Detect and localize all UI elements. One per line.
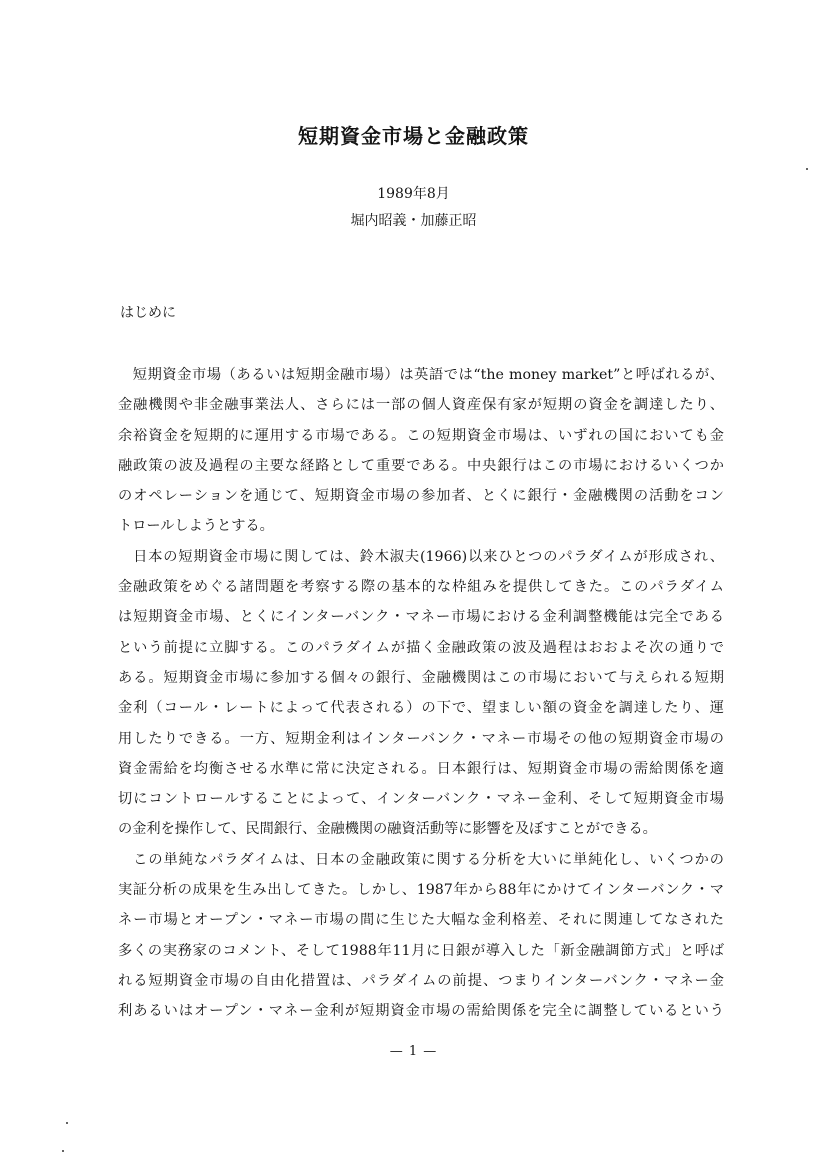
text-line: 利あるいはオープン・マネー金利が短期資金市場の需給関係を完全に調整しているという <box>118 1003 724 1020</box>
text-line: 切にコントロールすることによって、インターバンク・マネー金利、そして短期資金市場 <box>118 791 724 808</box>
text-line: 用したりできる。一方、短期金利はインターバンク・マネー市場その他の短期資金市場の <box>118 730 724 747</box>
paragraph-3 <box>118 845 724 1027</box>
paragraph-1 <box>118 360 724 542</box>
document-date: 1989年8月 <box>377 186 450 202</box>
text-line: 日本の短期資金市場に関しては、鈴木淑夫(1966)以来ひとつのパラダイムが形成され、 <box>118 548 724 565</box>
text-line: 実証分析の成果を生み出してきた。しかし、1987年から88年にかけてインターバンク・マ <box>118 882 724 899</box>
body-text <box>118 360 724 1027</box>
text-line: 金融政策をめぐる諸問題を考察する際の基本的な枠組みを提供してきた。このパラダイム <box>118 579 724 596</box>
scan-speck <box>806 168 808 170</box>
scan-speck <box>62 1150 64 1152</box>
text-line: れる短期資金市場の自由化措置は、パラダイムの前提、つまりインターバンク・マネー金 <box>118 972 724 989</box>
text-line: この単純なパラダイムは、日本の金融政策に関する分析を大いに単純化し、いくつかの <box>118 851 724 868</box>
text-line: 金利（コール・レートによって代表される）の下で、望ましい額の資金を調達したり、運 <box>118 700 724 717</box>
text-line: トロールしようとする。 <box>118 518 274 535</box>
paragraph-2 <box>118 542 724 845</box>
text-line: は短期資金市場、とくにインターバンク・マネー市場における金利調整機能は完全である <box>118 609 724 626</box>
text-line: 資金需給を均衡させる水準に常に決定される。日本銀行は、短期資金市場の需給関係を適 <box>118 760 724 777</box>
text-line: 融政策の波及過程の主要な経路として重要である。中央銀行はこの市場におけるいくつか <box>118 457 724 474</box>
section-heading: はじめに <box>120 305 176 321</box>
text-line: のオペレーションを通じて、短期資金市場の参加者、とくに銀行・金融機関の活動をコン <box>118 488 724 505</box>
document-title: 短期資金市場と金融政策 <box>298 124 529 148</box>
text-line: 金融機関や非金融事業法人、さらには一部の個人資産保有家が短期の資金を調達したり、 <box>118 397 724 414</box>
document-authors: 堀内昭義・加藤正昭 <box>350 213 477 229</box>
scan-speck <box>66 1122 68 1124</box>
page-number: — 1 — <box>389 1044 438 1059</box>
text-line: 多くの実務家のコメント、そして1988年11月に日銀が導入した「新金融調節方式」と呼ば <box>118 942 724 959</box>
text-line: という前提に立脚する。このパラダイムが描く金融政策の波及過程はおおよそ次の通りで <box>118 639 724 656</box>
text-line: ネー市場とオープン・マネー市場の間に生じた大幅な金利格差、それに関連してなされた <box>118 912 724 929</box>
text-line: の金利を操作して、民間銀行、金融機関の融資活動等に影響を及ぼすことができる。 <box>118 821 657 838</box>
text-line: 短期資金市場（あるいは短期金融市場）は英語では“the money market”と呼ばれるが、 <box>118 367 724 383</box>
text-line: 余裕資金を短期的に運用する市場である。この短期資金市場は、いずれの国においても金 <box>118 427 724 444</box>
text-line: ある。短期資金市場に参加する個々の銀行、金融機関はこの市場において与えられる短期 <box>118 669 724 686</box>
